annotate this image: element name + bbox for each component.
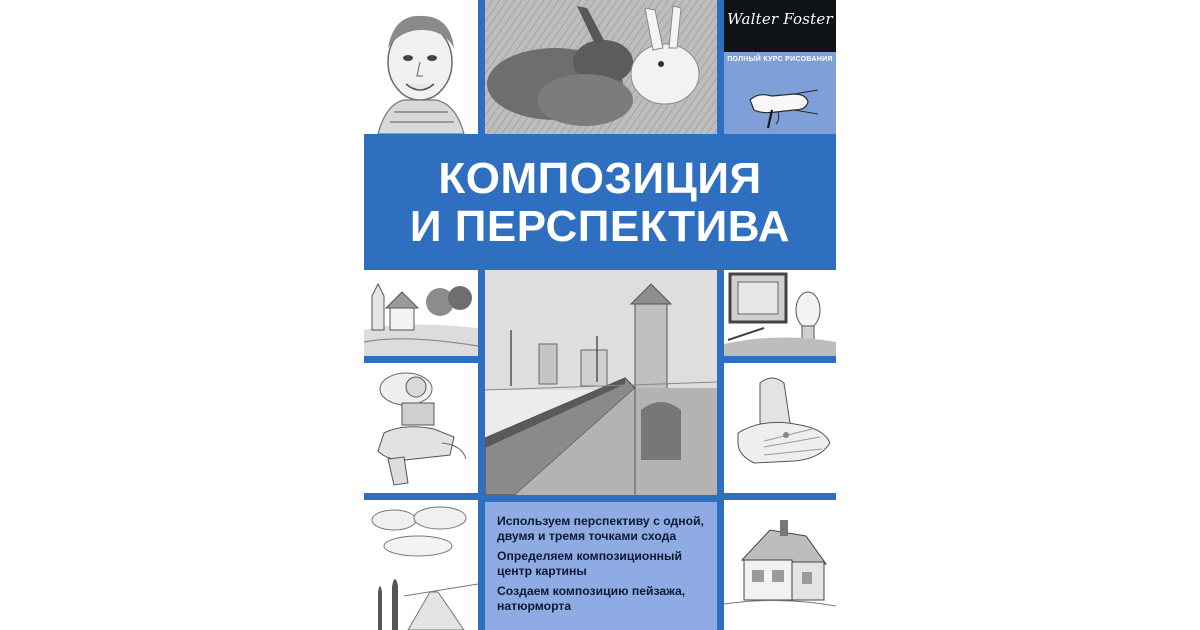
publisher-logo: Walter Foster bbox=[727, 10, 833, 28]
clouds-road-sketch bbox=[364, 500, 478, 630]
series-panel bbox=[724, 52, 836, 134]
house-sketch bbox=[724, 500, 836, 630]
title-line-2: И ПЕРСПЕКТИВА bbox=[409, 201, 791, 251]
boy-portrait-sketch bbox=[364, 0, 478, 134]
book-cover bbox=[364, 0, 836, 630]
cover-title bbox=[364, 137, 836, 268]
series-label: ПОЛНЫЙ КУРС РИСОВАНИЯ bbox=[727, 56, 833, 63]
feature-list-panel bbox=[485, 502, 717, 630]
rabbits-sketch bbox=[485, 0, 717, 134]
hands-sketch bbox=[724, 363, 836, 493]
bridge-perspective-sketch bbox=[485, 270, 717, 495]
village-landscape-sketch bbox=[364, 270, 478, 356]
reclining-figure-sketch bbox=[364, 363, 478, 493]
drawing-hand-icon bbox=[742, 70, 822, 132]
feature-item: Создаем композицию пейзажа, натюрморта bbox=[497, 584, 686, 613]
title-line-1: КОМПОЗИЦИЯ bbox=[438, 153, 762, 203]
feature-item: Определяем композиционный центр картины bbox=[497, 549, 682, 578]
still-life-lamp-sketch bbox=[724, 270, 836, 356]
feature-item: Используем перспективу с одной, двумя и тремя точками схода bbox=[497, 514, 704, 543]
publisher-brand-block bbox=[724, 0, 836, 134]
